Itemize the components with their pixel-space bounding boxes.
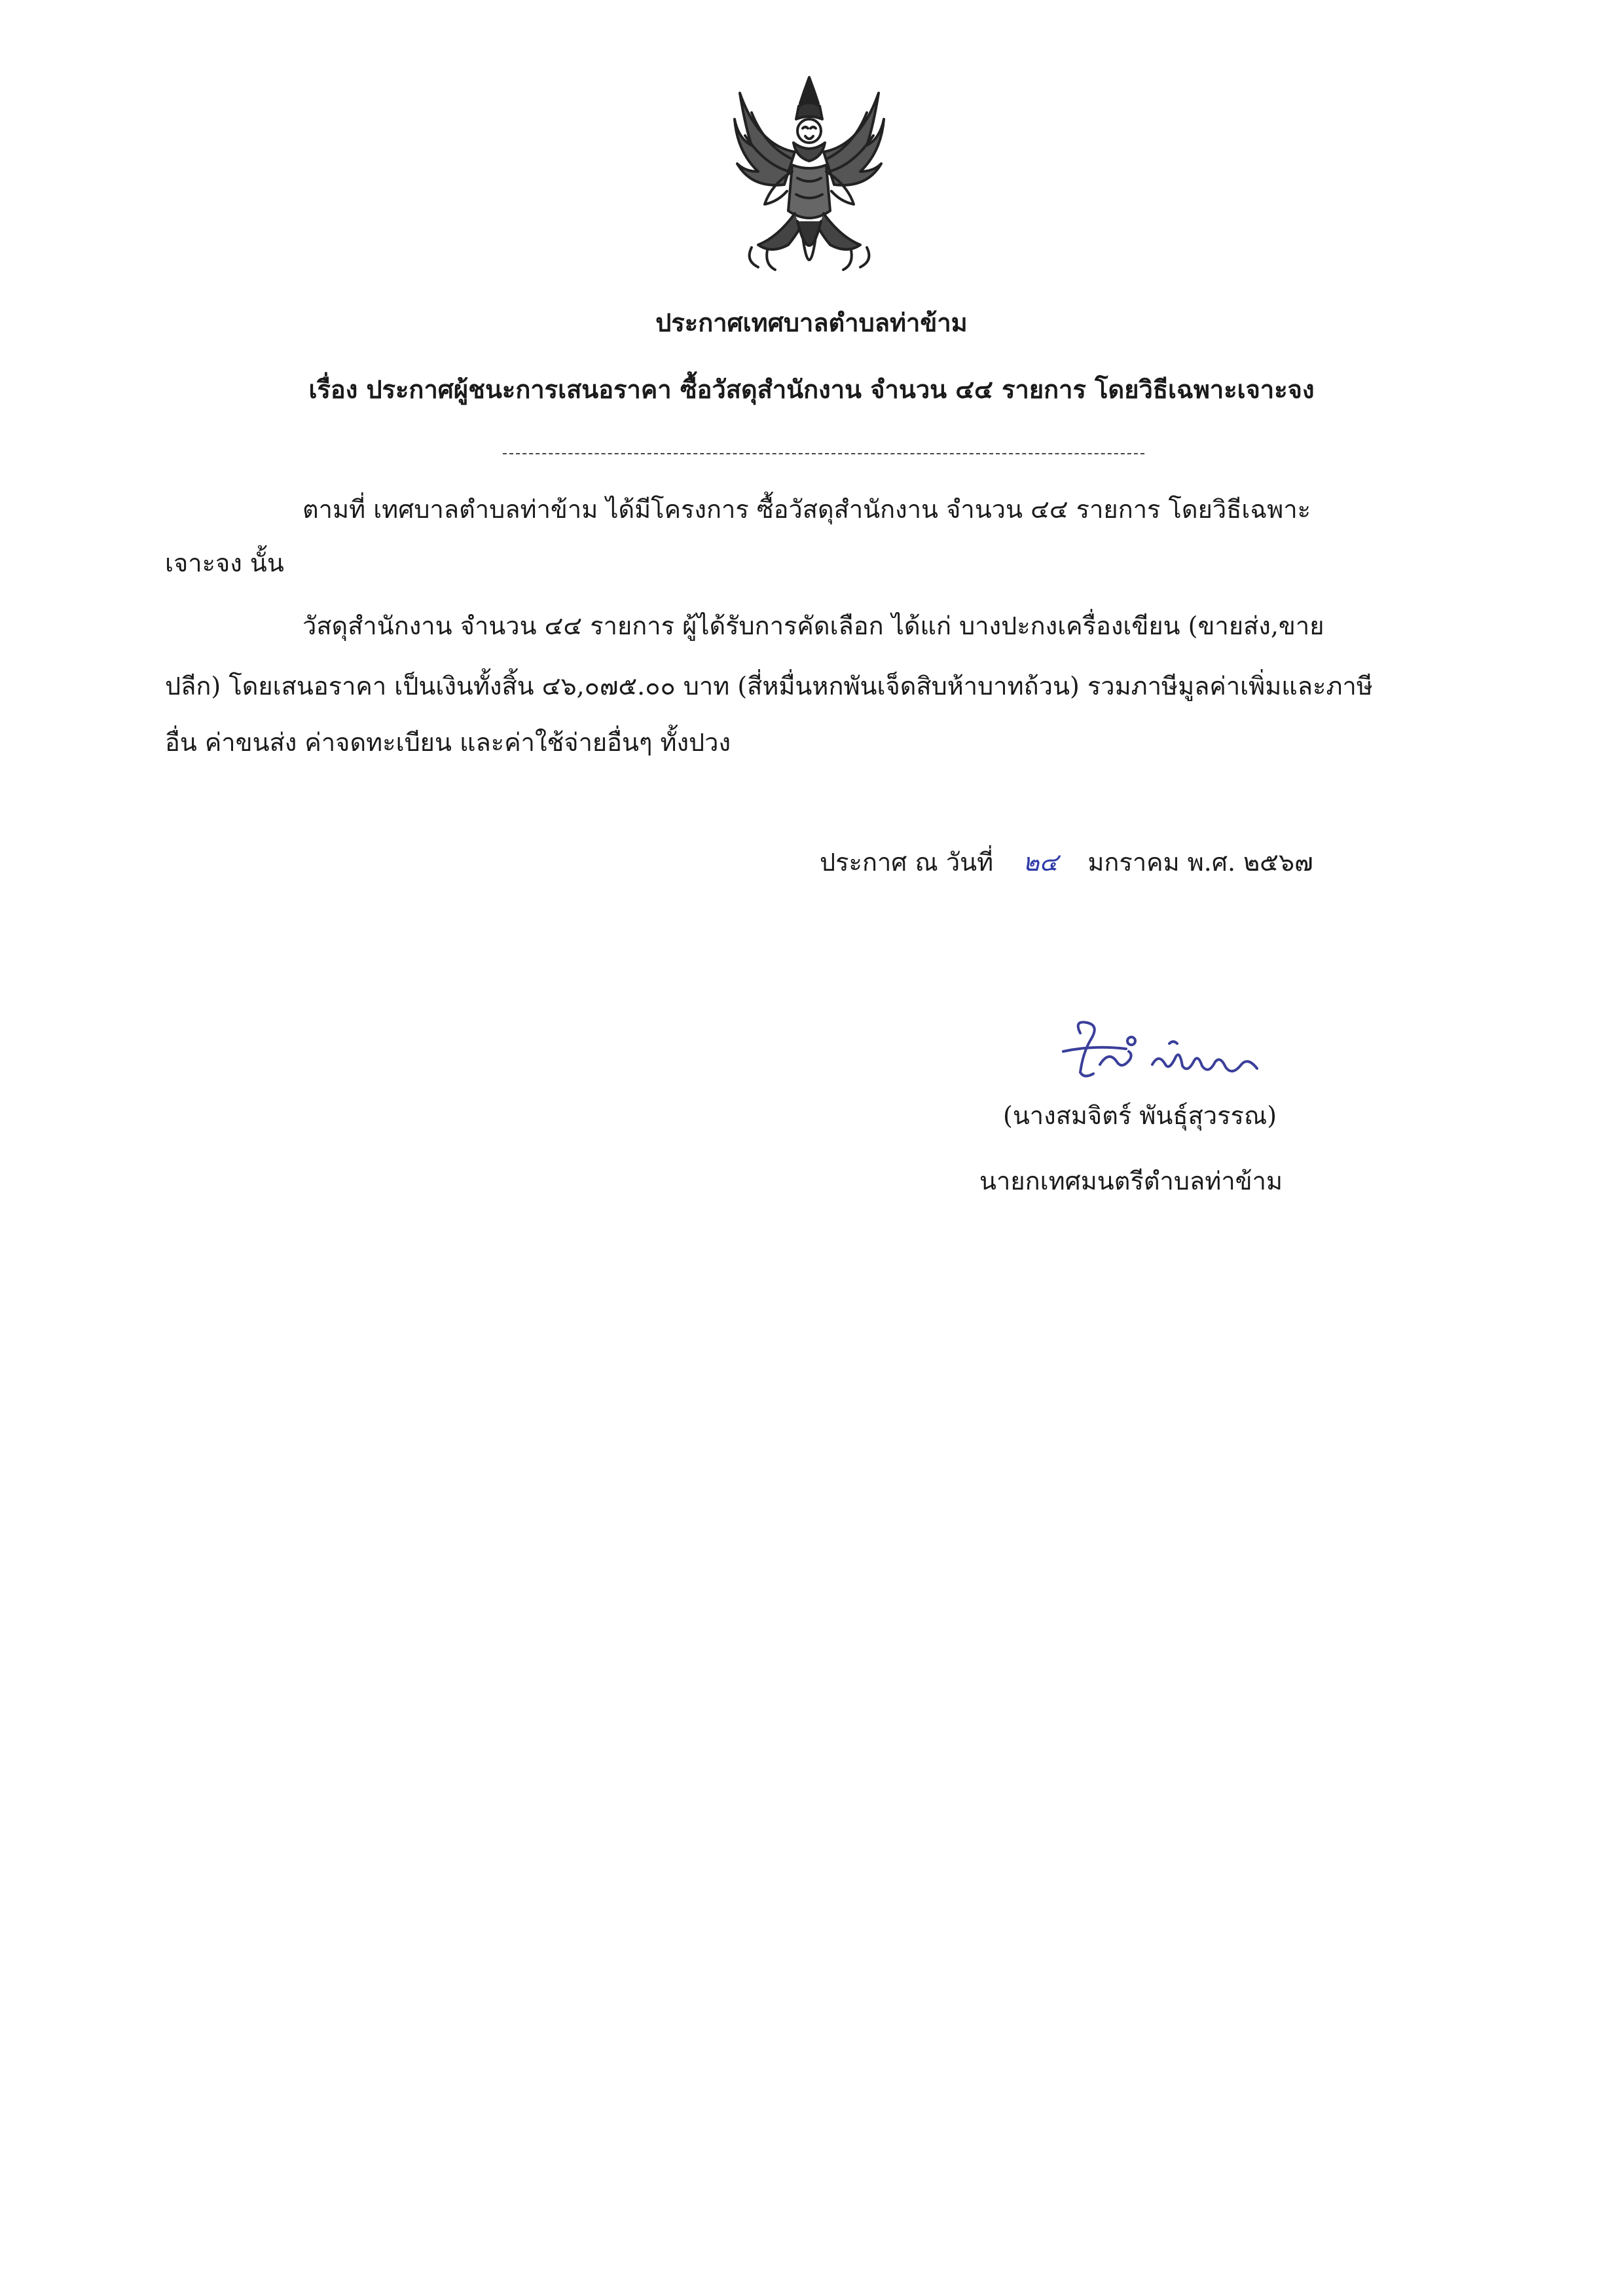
dashed-divider bbox=[503, 453, 1144, 454]
handwritten-signature-icon bbox=[1054, 1013, 1270, 1092]
paragraph-1-line-2: เจาะจง นั้น bbox=[165, 549, 284, 577]
paragraph-2-line-2: ปลีก) โดยเสนอราคา เป็นเงินทั้งสิ้น ๔๖,๐๗๕.๐๐ บาท (สี่หมื่นหกพันเจ็ดสิบห้าบาทถ้วน) รวมภาษีมูลค่าเพิ่มและภาษี bbox=[165, 672, 1373, 701]
date-prefix: ประกาศ ณ วันที่ bbox=[820, 848, 994, 877]
signer-name: (นางสมจิตร์ พันธุ์สุวรรณ) bbox=[1003, 1101, 1277, 1130]
paragraph-2-line-1: วัสดุสำนักงาน จำนวน ๔๔ รายการ ผู้ได้รับการคัดเลือก ได้แก่ บางปะกงเครื่องเขียน (ขายส่ง,ขาย bbox=[302, 611, 1324, 640]
paragraph-1-line-1: ตามที่ เทศบาลตำบลท่าข้าม ได้มีโครงการ ซื้อวัสดุสำนักงาน จำนวน ๔๔ รายการ โดยวิธีเฉพาะ bbox=[302, 495, 1311, 524]
signer-position: นายกเทศมนตรีตำบลท่าข้าม bbox=[979, 1167, 1283, 1195]
announcement-date bbox=[820, 848, 1313, 878]
handwritten-day: ๒๔ bbox=[1023, 848, 1059, 877]
garuda-emblem-icon bbox=[732, 73, 886, 289]
subject-title: เรื่อง ประกาศผู้ชนะการเสนอราคา ซื้อวัสดุสำนักงาน จำนวน ๔๔ รายการ โดยวิธีเฉพาะเจาะจง bbox=[308, 374, 1315, 404]
paragraph-2-line-3: อื่น ค่าขนส่ง ค่าจดทะเบียน และค่าใช้จ่ายอื่นๆ ทั้งปวง bbox=[165, 728, 731, 757]
date-month-year: มกราคม พ.ศ. ๒๕๖๗ bbox=[1087, 848, 1313, 877]
issuer-title: ประกาศเทศบาลตำบลท่าข้าม bbox=[655, 308, 968, 337]
